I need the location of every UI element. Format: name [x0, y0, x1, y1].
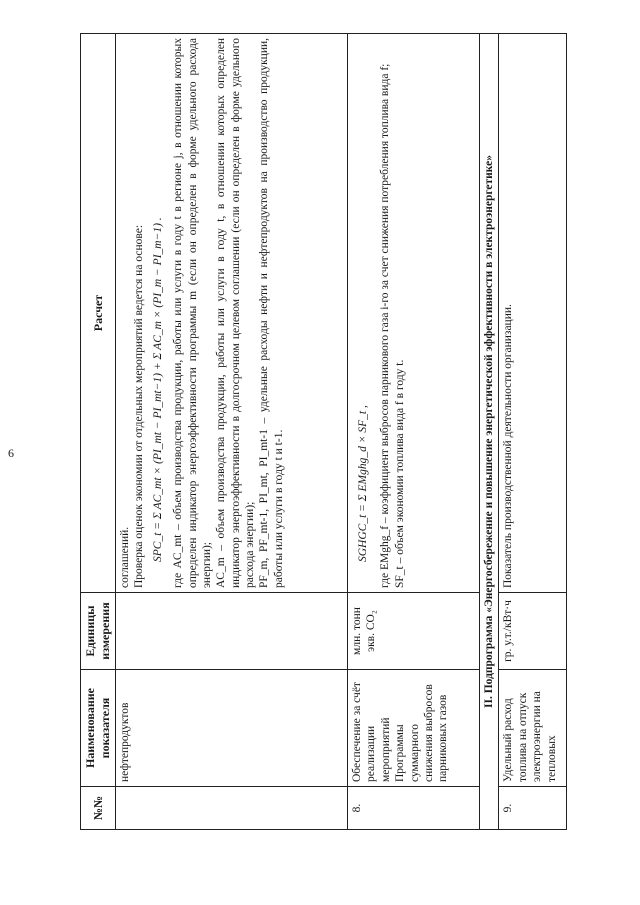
calc-line: соглашений. [119, 526, 131, 588]
cell-num: 9. [499, 787, 567, 830]
col-header-calc: Расчет [81, 34, 116, 593]
cell-unit: гр. у.т./кВт·ч [499, 593, 567, 670]
cell-calc: Показатель производственной деятельности организации. [499, 34, 567, 593]
table-row [499, 34, 567, 830]
cell-calc [348, 34, 480, 593]
calc-definition: SF_t – объем экономии топлива вида f в году t. [393, 359, 406, 588]
formula: SPC_t = Σ AC_mt × (PI_mt − PI_mt−1) + Σ AC_m × (PI_m − PI_m−1) . [151, 217, 164, 562]
calc-definition: где AC_mt – объем производства продукции, работы или услуги в году t в регионе j, в отношении которых определен индикатор энергоэффективности программы m (если он определен в форме удельного расхода энергии); [172, 38, 213, 588]
section-row [480, 34, 499, 830]
page-number: 6 [8, 446, 14, 460]
cell-calc [116, 34, 348, 593]
col-header-name: Наименование показателя [81, 670, 116, 787]
calc-definition: где EMghg_f – коэффициент выбросов парникового газа i-го за счет снижения потребления топлива вида f; [379, 63, 392, 588]
cell-num: 8. [348, 787, 480, 830]
cell-unit: млн. тонн экв. CO₂ [348, 593, 480, 670]
indicator-table [80, 33, 567, 830]
cell-unit [116, 593, 348, 670]
cell-num [116, 787, 348, 830]
cell-name: Обеспечение за счёт реализации мероприятий Программы суммарного снижения выбросов парниковых газов [348, 670, 480, 787]
section-title: II. Подпрограмма «Энергосбережение и повышение энергетической эффективности в электроэнергетике» [480, 34, 499, 830]
col-header-num: №№ [81, 787, 116, 830]
calc-definition: PF_m, PF_mt-1, PI_mt, PI_mt-1 – удельные расходы нефти и нефтепродуктов на производство продукции, работы или услуги в году t и t-1. [258, 38, 285, 588]
rotated-content [80, 38, 560, 830]
formula: SGHGC_t = Σ EMghg_d × SF_t , [357, 405, 369, 562]
cell-name: нефтепродуктов [116, 670, 348, 787]
calc-line: Проверка оценок экономии от отдельных мероприятий ведется на основе: [133, 224, 146, 588]
calc-definition: AC_m – объем производства продукции, работы или услуги в году t, в отношении которых определен индикатор энергоэффективности в долгосрочном целевом соглашении (если он определен в форме удельного расхода энергии); [215, 38, 256, 588]
table-header-row [81, 34, 116, 830]
cell-name: Удельный расход топлива на отпуск электроэнергии на тепловых [499, 670, 567, 787]
col-header-unit: Единицы измерения [81, 593, 116, 670]
table-row [116, 34, 348, 830]
table-row [348, 34, 480, 830]
